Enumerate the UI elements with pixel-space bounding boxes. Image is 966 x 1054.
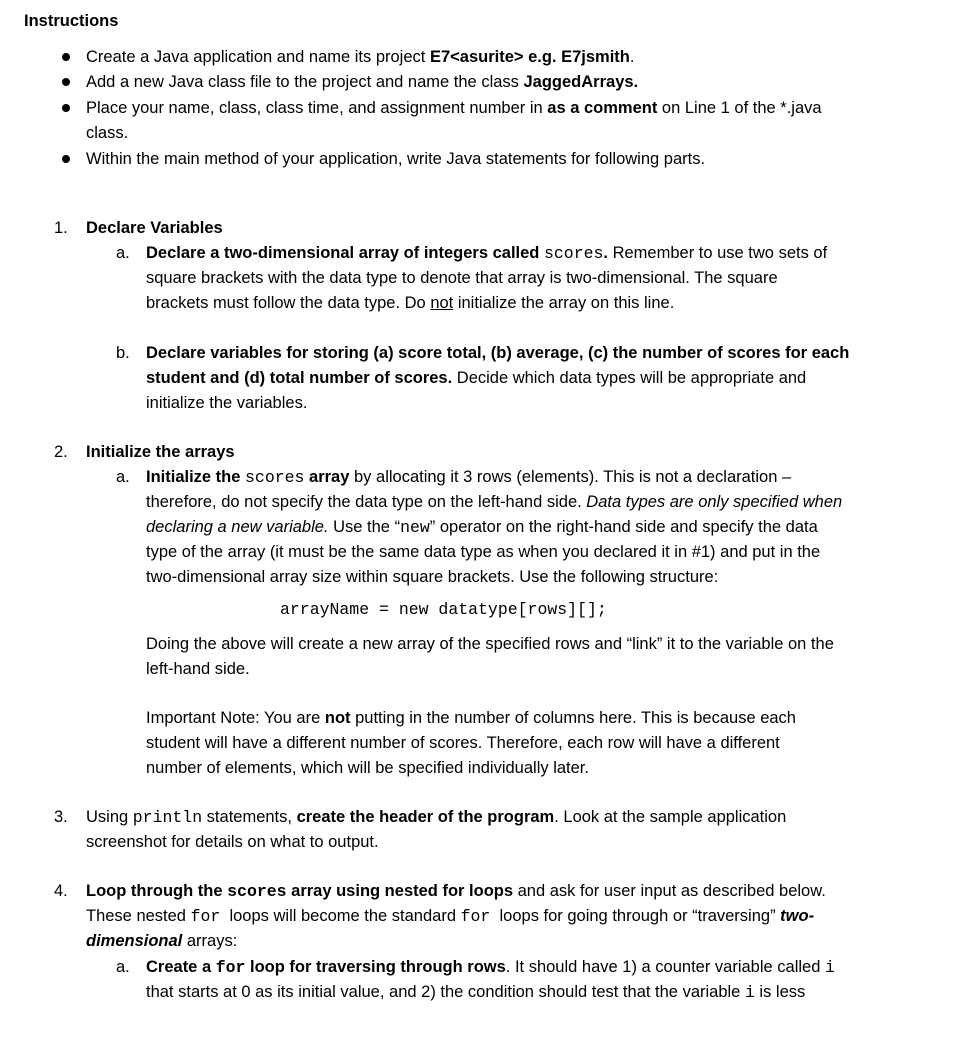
bullet-item-comment: Place your name, class, class time, and assignment number in as a comment on Line 1 of the *.java <box>86 99 822 117</box>
item-1a-letter: a. <box>116 244 130 262</box>
item-1b-line1: Declare variables for storing (a) score total, (b) average, (c) the number of scores for each <box>146 344 850 362</box>
bullet-item-project: Create a Java application and name its project E7<asurite> e.g. E7jsmith. <box>86 48 635 66</box>
item-4a-line1: Create a for loop for traversing through rows. It should have 1) a counter variable called i <box>146 958 835 977</box>
bullet-item-main: Within the main method of your application, write Java statements for following parts. <box>86 150 706 168</box>
item-2a-para1-line2: left-hand side. <box>146 660 250 678</box>
section-4-number: 4. <box>54 882 68 900</box>
item-2a-note-line3: number of elements, which will be specified individually later. <box>146 759 589 777</box>
item-2a-note-line2: student will have a different number of scores. Therefore, each row will have a different <box>146 734 780 752</box>
item-2a-line3: declaring a new variable. Use the “new” operator on the right-hand side and specify the data <box>146 518 818 537</box>
bullet-icon <box>62 104 70 112</box>
section-4-line3: dimensional arrays: <box>86 932 238 950</box>
section-4-line1: Loop through the scores array using nested for loops and ask for user input as described below. <box>86 882 826 901</box>
section-2-number: 2. <box>54 443 68 461</box>
section-2-title: Initialize the arrays <box>86 443 235 461</box>
section-3-line1: Using println statements, create the header of the program. Look at the sample application <box>86 808 787 827</box>
item-2a-para1-line1: Doing the above will create a new array of the specified rows and “link” it to the variable on the <box>146 635 834 653</box>
item-2a-line2: therefore, do not specify the data type on the left-hand side. Data types are only specified when <box>146 493 843 511</box>
section-3-number: 3. <box>54 808 68 826</box>
item-4a-line2: that starts at 0 as its initial value, and 2) the condition should test that the variable i is less <box>146 983 806 1002</box>
item-1b-letter: b. <box>116 344 130 362</box>
item-2a-line4: type of the array (it must be the same data type as when you declared it in #1) and put in the <box>146 543 821 561</box>
item-1b-line2: student and (d) total number of scores. Decide which data types will be appropriate and <box>146 369 807 387</box>
code-structure-line: arrayName = new datatype[rows][]; <box>280 600 607 619</box>
item-2a-letter: a. <box>116 468 130 486</box>
item-2a-line5: two-dimensional array size within square brackets. Use the following structure: <box>146 568 719 586</box>
bullet-icon <box>62 78 70 86</box>
section-1-title: Declare Variables <box>86 219 223 237</box>
section-3-line2: screenshot for details on what to output. <box>86 833 379 851</box>
item-2a-note-line1: Important Note: You are not putting in the number of columns here. This is because each <box>146 709 796 727</box>
bullet-icon <box>62 53 70 61</box>
item-1a-line3: brackets must follow the data type. Do not initialize the array on this line. <box>146 294 675 312</box>
item-1a-line2: square brackets with the data type to denote that array is two-dimensional. The square <box>146 269 778 287</box>
bullet-item-comment-cont: class. <box>86 124 129 142</box>
item-2a-line1: Initialize the scores array by allocating it 3 rows (elements). This is not a declaration – <box>146 468 792 487</box>
item-4a-letter: a. <box>116 958 130 976</box>
instructions-heading: Instructions <box>24 12 119 30</box>
bullet-item-class: Add a new Java class file to the project and name the class JaggedArrays. <box>86 73 639 91</box>
item-1b-line3: initialize the variables. <box>146 394 308 412</box>
section-1-number: 1. <box>54 219 68 237</box>
section-4-line2: These nested for loops will become the standard for loops for going through or “traversing” two- <box>86 907 815 926</box>
item-1a-line1: Declare a two-dimensional array of integers called scores. Remember to use two sets of <box>146 244 828 263</box>
bullet-icon <box>62 155 70 163</box>
